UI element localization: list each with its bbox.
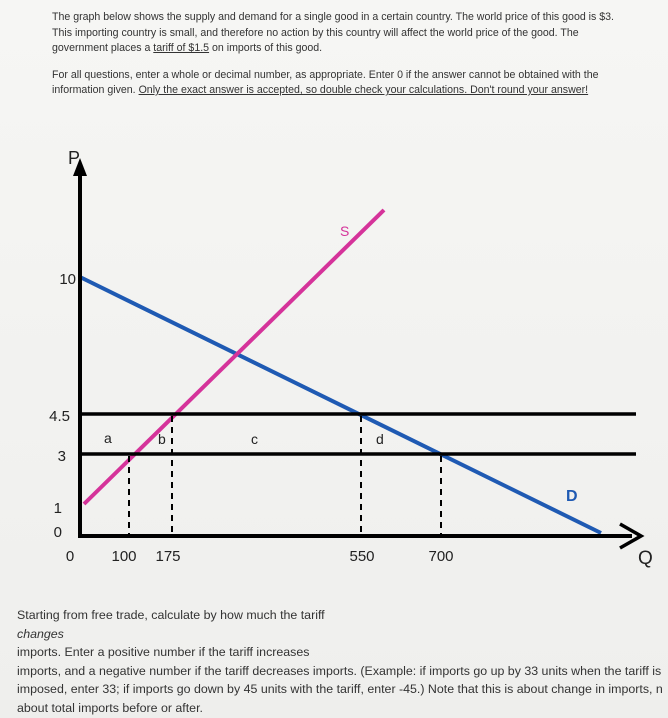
supply-label: S	[340, 223, 350, 239]
tariff-underline: tariff of $1.5	[153, 42, 210, 54]
question-line: Starting from free trade, calculate by how much the tariff changes imports. Enter a positive number if the tariff increases	[17, 606, 668, 662]
intro-paragraph-2	[52, 68, 652, 99]
emphasis-changes: changes	[17, 626, 64, 641]
area-label-a: a	[104, 430, 112, 446]
y-tick-label: 3	[57, 448, 66, 465]
x-tick-label: 0	[65, 548, 75, 565]
instructions-line: information given.	[52, 84, 139, 96]
y-axis-label: P	[68, 148, 81, 168]
y-tick-label: 4.5	[49, 408, 70, 425]
area-label-b: b	[158, 431, 166, 447]
intro-line: government places a	[52, 42, 154, 54]
problem-intro	[52, 10, 652, 110]
question-line: imposed, enter 33; if imports go down by 45 units with the tariff, enter -45.) Note that this is about change in imports, n	[17, 682, 663, 697]
intro-line: This importing country is small, and therefore no action by this country will affect the world price of the good. The	[52, 26, 579, 39]
y-tick-label: 10	[59, 271, 76, 288]
demand-curve	[80, 277, 601, 533]
x-tick-label: 700	[428, 548, 454, 565]
intro-paragraph-1	[52, 10, 652, 57]
exact-answer-note: Only the exact answer is accepted, so double check your calculations. Don't round your answer!	[138, 84, 589, 96]
instructions-line: For all questions, enter a whole or decimal number, as appropriate. Enter 0 if the answer cannot be obtained with the	[52, 68, 599, 81]
x-tick-label: 175	[155, 548, 181, 565]
x-axis-label: Q	[638, 548, 653, 569]
demand-label: D	[566, 488, 578, 505]
question-text	[17, 606, 668, 718]
question-line: about total imports before or after.	[17, 700, 203, 715]
y-tick-label: 1	[53, 500, 62, 517]
area-label-c: c	[251, 431, 258, 447]
x-tick-label: 550	[349, 548, 375, 565]
intro-line: The graph below shows the supply and demand for a single good in a certain country. The world price of this good is $3.	[52, 11, 614, 23]
y-tick-label: 0	[53, 524, 62, 541]
intro-line: on imports of this good.	[209, 42, 323, 54]
question-line: imports, and a negative number if the tariff decreases imports. (Example: if imports go up by 33 units when the tariff is	[17, 663, 662, 678]
x-tick-label: 100	[111, 548, 137, 565]
area-label-d: d	[376, 431, 384, 447]
supply-demand-graph	[0, 135, 668, 575]
